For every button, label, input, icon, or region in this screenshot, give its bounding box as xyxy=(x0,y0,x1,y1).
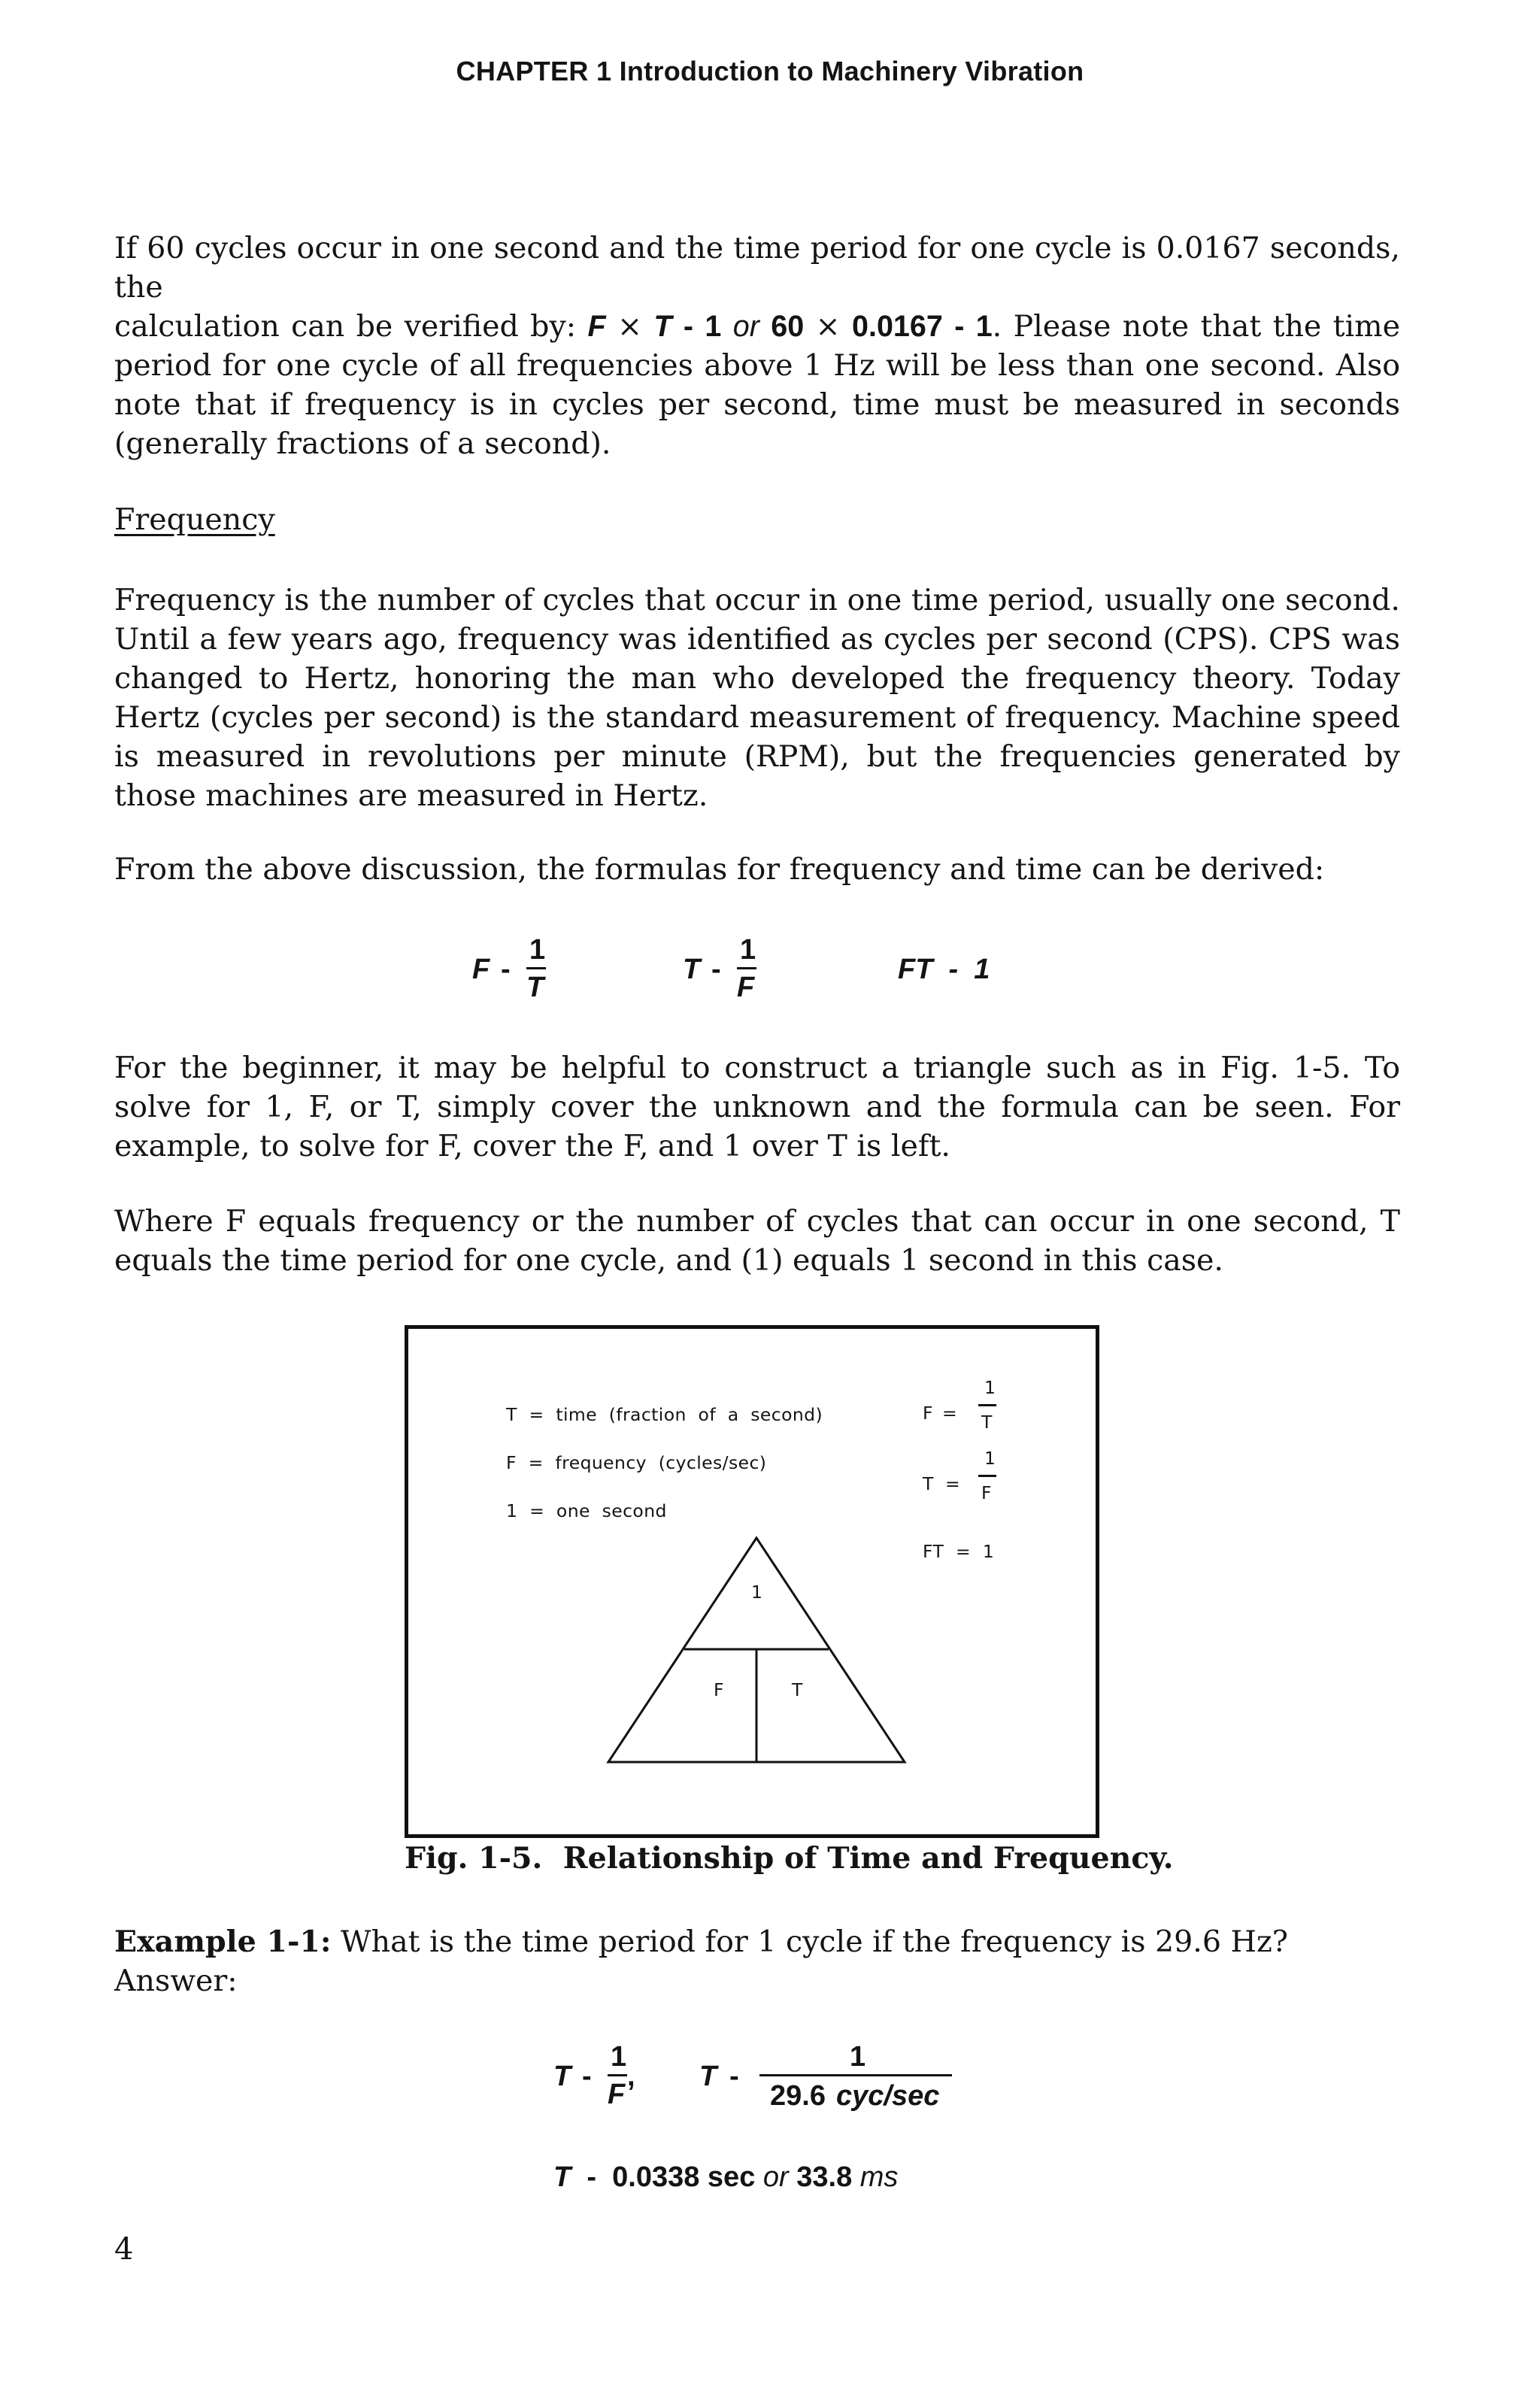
eq-equals: - xyxy=(683,310,694,343)
eq-equals-2: - xyxy=(954,310,965,343)
where-paragraph: Where F equals frequency or the number of cycles that can occur in one second, T equals the time period for one cycle, and (1) equals 1 second in this case. xyxy=(114,1204,1400,1278)
formula1-bar xyxy=(526,967,546,969)
intro-line-2-tail: . Please note that the time xyxy=(992,309,1400,344)
triangle-label-1: 1 xyxy=(751,1582,763,1603)
eq-or: or xyxy=(732,310,759,343)
formula2-num: 1 xyxy=(740,934,756,966)
fig-formula1-num: 1 xyxy=(984,1377,996,1398)
result-T: T xyxy=(553,2161,571,2193)
result-line xyxy=(553,2161,898,2194)
result-ms: ms xyxy=(859,2161,899,2193)
intro-paragraph xyxy=(114,229,1400,463)
fig-formula1-bar xyxy=(978,1404,996,1406)
triangle-label-T: T xyxy=(792,1679,803,1700)
section-heading-frequency: Frequency xyxy=(114,502,275,537)
solution2-bar xyxy=(759,2074,952,2076)
eq-one: 1 xyxy=(705,310,722,343)
formula2-lhs: T xyxy=(683,954,701,985)
formula2-den: F xyxy=(737,972,755,1003)
result-eq: - xyxy=(587,2161,596,2193)
formula3: FT - 1 xyxy=(898,954,990,985)
solution1-den: F xyxy=(608,2079,626,2110)
result-ms-val: 33.8 xyxy=(796,2161,853,2193)
intro-line-1: If 60 cycles occur in one second and the time period for one cycle is 0.0167 seconds, the xyxy=(114,231,1400,305)
fig-formula2-den: F xyxy=(981,1482,992,1503)
solution2-den-val: 29.6 xyxy=(770,2080,826,2112)
solution1-lhs: T xyxy=(553,2061,571,2092)
fig-formula2-num: 1 xyxy=(984,1448,996,1469)
fig-formula2-bar xyxy=(978,1475,996,1477)
fig-formula3: FT = 1 xyxy=(923,1541,995,1562)
example-question xyxy=(114,1922,1400,1961)
figure-1-5 xyxy=(405,1325,1099,1838)
intro-rest: period for one cycle of all frequencies above 1 Hz will be less than one second. Also note that if frequency is in cycles per second, time must be measured in seconds (generally fractions of a second). xyxy=(114,348,1400,461)
example-question-text: What is the time period for 1 cycle if the frequency is 29.6 Hz? xyxy=(331,1924,1288,1959)
formula1-num: 1 xyxy=(529,934,546,966)
intro-line-2-text: calculation can be verified by: xyxy=(114,309,577,344)
formula-row xyxy=(472,934,1314,1029)
fig-formula1-eq: = xyxy=(942,1403,958,1424)
result-sec: sec xyxy=(707,2161,756,2193)
figure-caption: Fig. 1-5. Relationship of Time and Frequency. xyxy=(405,1841,1174,1876)
triangle-paragraph: For the beginner, it may be helpful to construct a triangle such as in Fig. 1-5. To solve for 1, F, or T, simply cover the unknown and the formula can be seen. For example, to solve for F, cover the F, and 1 over T is left. xyxy=(114,1051,1400,1163)
eq-times: × xyxy=(617,309,643,344)
triangle-label-F: F xyxy=(714,1679,724,1700)
chapter-header: CHAPTER 1 Introduction to Machinery Vibration xyxy=(456,56,1084,86)
solution2-lhs: T xyxy=(699,2061,717,2092)
legend-1: 1 = one second xyxy=(506,1500,667,1521)
eq-one-2: 1 xyxy=(975,310,993,343)
example-label: Example 1-1: xyxy=(114,1924,332,1959)
result-val: 0.0338 xyxy=(612,2161,700,2193)
answer-label: Answer: xyxy=(114,1964,238,1998)
legend-F: F = frequency (cycles/sec) xyxy=(506,1452,767,1473)
solution2-den-unit: cyc/sec xyxy=(836,2080,940,2112)
solution2-num: 1 xyxy=(850,2041,866,2073)
solution1-num: 1 xyxy=(611,2041,627,2073)
formula2-bar xyxy=(737,967,756,969)
page-number: 4 xyxy=(114,2232,134,2267)
frequency-paragraph: Frequency is the number of cycles that occur in one time period, usually one second. Until a few years ago, frequency was identified as cycles per second (CPS). CPS was changed to Hertz, honoring the man who developed the frequency theory. Today Hertz (cycles per second) is the standard measurement of frequency. Machine speed is measured in revolutions per minute (RPM), but the frequencies generated by those machines are measured in Hertz. xyxy=(114,583,1400,813)
solution1-comma: , xyxy=(627,2061,635,2092)
eq-F: F xyxy=(587,310,606,343)
solution1-eq: - xyxy=(582,2061,592,2092)
formula2-eq: - xyxy=(711,954,721,985)
formula1-lhs: F xyxy=(472,954,490,985)
result-or: or xyxy=(762,2161,789,2193)
eq-0167: 0.0167 xyxy=(852,310,943,343)
fig-formula2-eq: = xyxy=(945,1473,961,1494)
legend-T: T = time (fraction of a second) xyxy=(506,1404,823,1425)
eq-times-2: × xyxy=(815,309,841,344)
formula1-eq: - xyxy=(501,954,511,985)
eq-T: T xyxy=(653,310,672,343)
fig-formula1-lhs: F xyxy=(923,1403,933,1424)
eq-60: 60 xyxy=(771,310,805,343)
time-frequency-triangle xyxy=(602,1532,918,1773)
fig-formula2-lhs: T xyxy=(923,1473,934,1494)
fig-formula1-den: T xyxy=(981,1412,993,1433)
solution1-bar xyxy=(608,2074,627,2076)
solution2-eq: - xyxy=(729,2061,739,2092)
solution-formula xyxy=(553,2041,1005,2121)
formula1-den: T xyxy=(526,972,544,1003)
intro-line-2 xyxy=(114,307,1400,346)
derive-paragraph: From the above discussion, the formulas for frequency and time can be derived: xyxy=(114,852,1325,887)
